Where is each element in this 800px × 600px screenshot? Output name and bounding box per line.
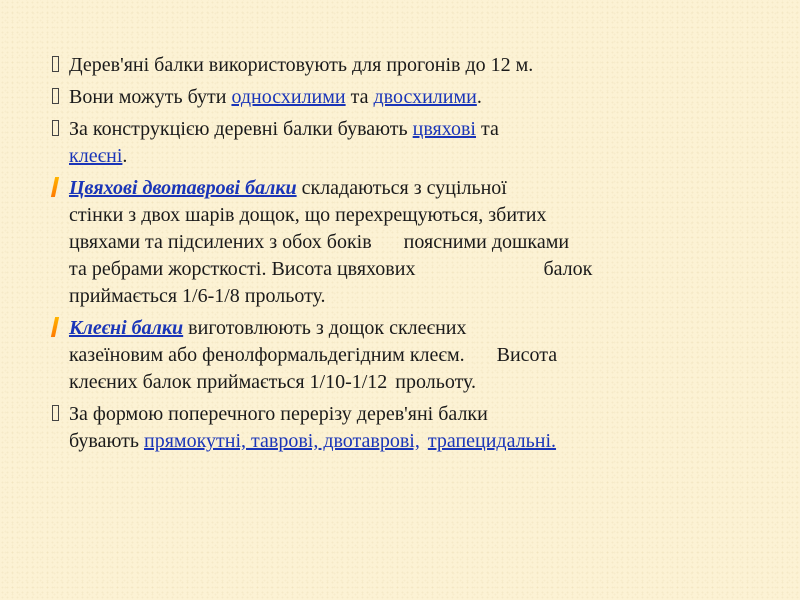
paragraph-4 (52, 175, 752, 310)
paragraph-1 (52, 52, 752, 79)
paragraph-2-pre: Вони можуть бути (69, 86, 232, 108)
paragraph-6-pre: бувають (69, 430, 145, 452)
link-dvoskhylymy[interactable]: двосхилими (373, 86, 477, 108)
link-tsviakhovi-dvotavrovi-balky[interactable]: Цвяхові двотаврові балки (69, 177, 297, 199)
link-tsviakhovi[interactable]: цвяхові (412, 118, 476, 140)
box-bullet-icon (52, 405, 59, 421)
accent-bullet-icon (50, 177, 62, 197)
paragraph-4-line-2: стінки з двох шарів дощок, що перехрещуються, збитих (69, 204, 547, 226)
paragraph-4-line-1: складаються з суцільної (296, 177, 507, 199)
box-bullet-icon (52, 88, 59, 104)
paragraph-5-line-1: виготовлюють з дощок склеєних (183, 317, 467, 339)
paragraph-4-line-3: цвяхами та підсилених з обох боків (69, 231, 372, 253)
paragraph-2-mid: та (345, 86, 374, 108)
paragraph-4-line-5: приймається 1/6-1/8 прольоту. (69, 285, 326, 307)
paragraph-6-line-1: За формою поперечного перерізу дерев'яні балки (69, 403, 488, 425)
paragraph-5-line-2: казеїновим або фенолформальдегідним клеєм. (69, 344, 465, 366)
link-odnoskhylymy[interactable]: односхилими (231, 86, 346, 108)
paragraph-3-post: . (122, 145, 128, 167)
paragraph-4-line-4b: балок (543, 258, 593, 280)
paragraph-4-line-3b: поясними дошками (403, 231, 570, 253)
link-kleieni[interactable]: клеєні (69, 145, 123, 167)
box-bullet-icon (52, 56, 59, 72)
link-kleieni-balky[interactable]: Клеєні балки (69, 317, 184, 339)
paragraph-1-text: Дерев'яні балки використовують для прогонів до 12 м. (69, 54, 534, 76)
link-section-shapes[interactable]: прямокутні, таврові, двотаврові, (144, 430, 420, 452)
paragraph-3 (52, 116, 752, 170)
paragraph-4-line-4: та ребрами жорсткості. Висота цвяхових (69, 258, 416, 280)
paragraph-3-mid: та (476, 118, 499, 140)
paragraph-3-pre: За конструкцією деревні балки бувають (69, 118, 413, 140)
paragraph-2-post: . (476, 86, 482, 108)
paragraph-5 (52, 315, 752, 396)
box-bullet-icon (52, 120, 59, 136)
paragraph-5-line-3: клеєних балок приймається 1/10-1/12 (69, 371, 388, 393)
paragraph-5-line-3b: прольоту. (395, 371, 477, 393)
paragraph-5-line-2b: Висота (496, 344, 558, 366)
paragraph-2 (52, 84, 752, 111)
link-trapetsydalni[interactable]: трапецидальні. (427, 430, 557, 452)
paragraph-6 (52, 401, 752, 455)
accent-bullet-icon (50, 317, 62, 337)
slide-content (52, 52, 752, 460)
